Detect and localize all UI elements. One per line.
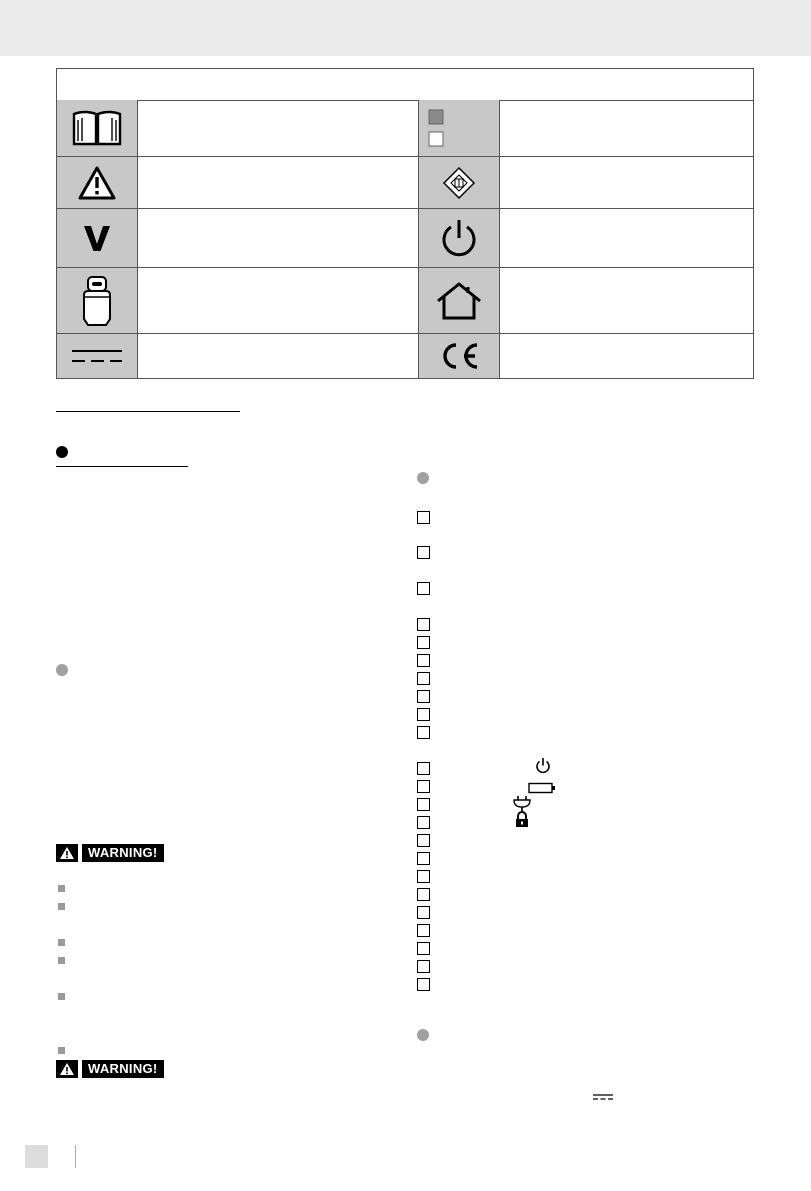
warning-triangle-icon [56, 844, 78, 862]
part-number-box [417, 618, 430, 631]
warning-triangle-icon [57, 157, 138, 208]
warning-label: WARNING! [82, 1060, 164, 1078]
subsection-heading-underline [56, 466, 188, 467]
power-icon [418, 209, 500, 267]
page-number-box [25, 1145, 48, 1168]
warning-triangle-icon [56, 1060, 78, 1078]
part-number-box [417, 924, 430, 937]
part-number-box [417, 870, 430, 883]
part-number-box [417, 636, 430, 649]
manual-book-icon [57, 100, 138, 156]
part-number-box [417, 780, 430, 793]
symbols-table-header [57, 69, 753, 101]
section-marker [56, 664, 68, 676]
ce-mark-icon [418, 334, 500, 378]
section-marker [417, 472, 429, 484]
power-icon [535, 757, 551, 779]
protection-class-iii-icon [418, 157, 500, 208]
battery-icon [528, 781, 556, 799]
lock-icon [514, 811, 530, 833]
volt-v-icon [57, 209, 138, 267]
part-number-box [417, 762, 430, 775]
direct-current-icon [57, 334, 138, 378]
part-number-box [417, 582, 430, 595]
indoor-house-icon [418, 268, 500, 333]
part-number-box [417, 852, 430, 865]
part-number-box [417, 978, 430, 991]
part-number-box [417, 672, 430, 685]
direct-current-icon [592, 1088, 614, 1106]
symbols-row [57, 157, 753, 209]
section-marker-filled [56, 446, 68, 458]
page-header-bar [0, 0, 811, 56]
part-number-box [417, 888, 430, 901]
footer-divider [75, 1145, 76, 1168]
symbols-row [57, 100, 753, 157]
warning-badge [56, 1060, 164, 1078]
list-bullet [58, 993, 65, 1000]
list-bullet [58, 885, 65, 892]
part-number-box [417, 906, 430, 919]
symbols-row [57, 334, 753, 378]
section-marker [417, 1029, 429, 1041]
warning-label: WARNING! [82, 844, 164, 862]
symbols-row [57, 268, 753, 334]
warning-badge [56, 844, 164, 862]
part-number-box [417, 834, 430, 847]
part-number-box [417, 654, 430, 667]
part-number-box [417, 726, 430, 739]
part-number-box [417, 708, 430, 721]
list-bullet [58, 903, 65, 910]
part-number-box [417, 798, 430, 811]
color-squares-icon [418, 100, 500, 156]
part-number-box [417, 816, 430, 829]
part-number-box [417, 690, 430, 703]
list-bullet [58, 957, 65, 964]
part-number-box [417, 942, 430, 955]
list-bullet [58, 1047, 65, 1054]
section-heading-underline [56, 411, 240, 412]
list-bullet [58, 939, 65, 946]
usb-c-plug-icon [57, 268, 138, 333]
part-number-box [417, 960, 430, 973]
part-number-box [417, 511, 430, 524]
part-number-box [417, 546, 430, 559]
symbols-table [56, 68, 754, 379]
symbols-row [57, 209, 753, 268]
